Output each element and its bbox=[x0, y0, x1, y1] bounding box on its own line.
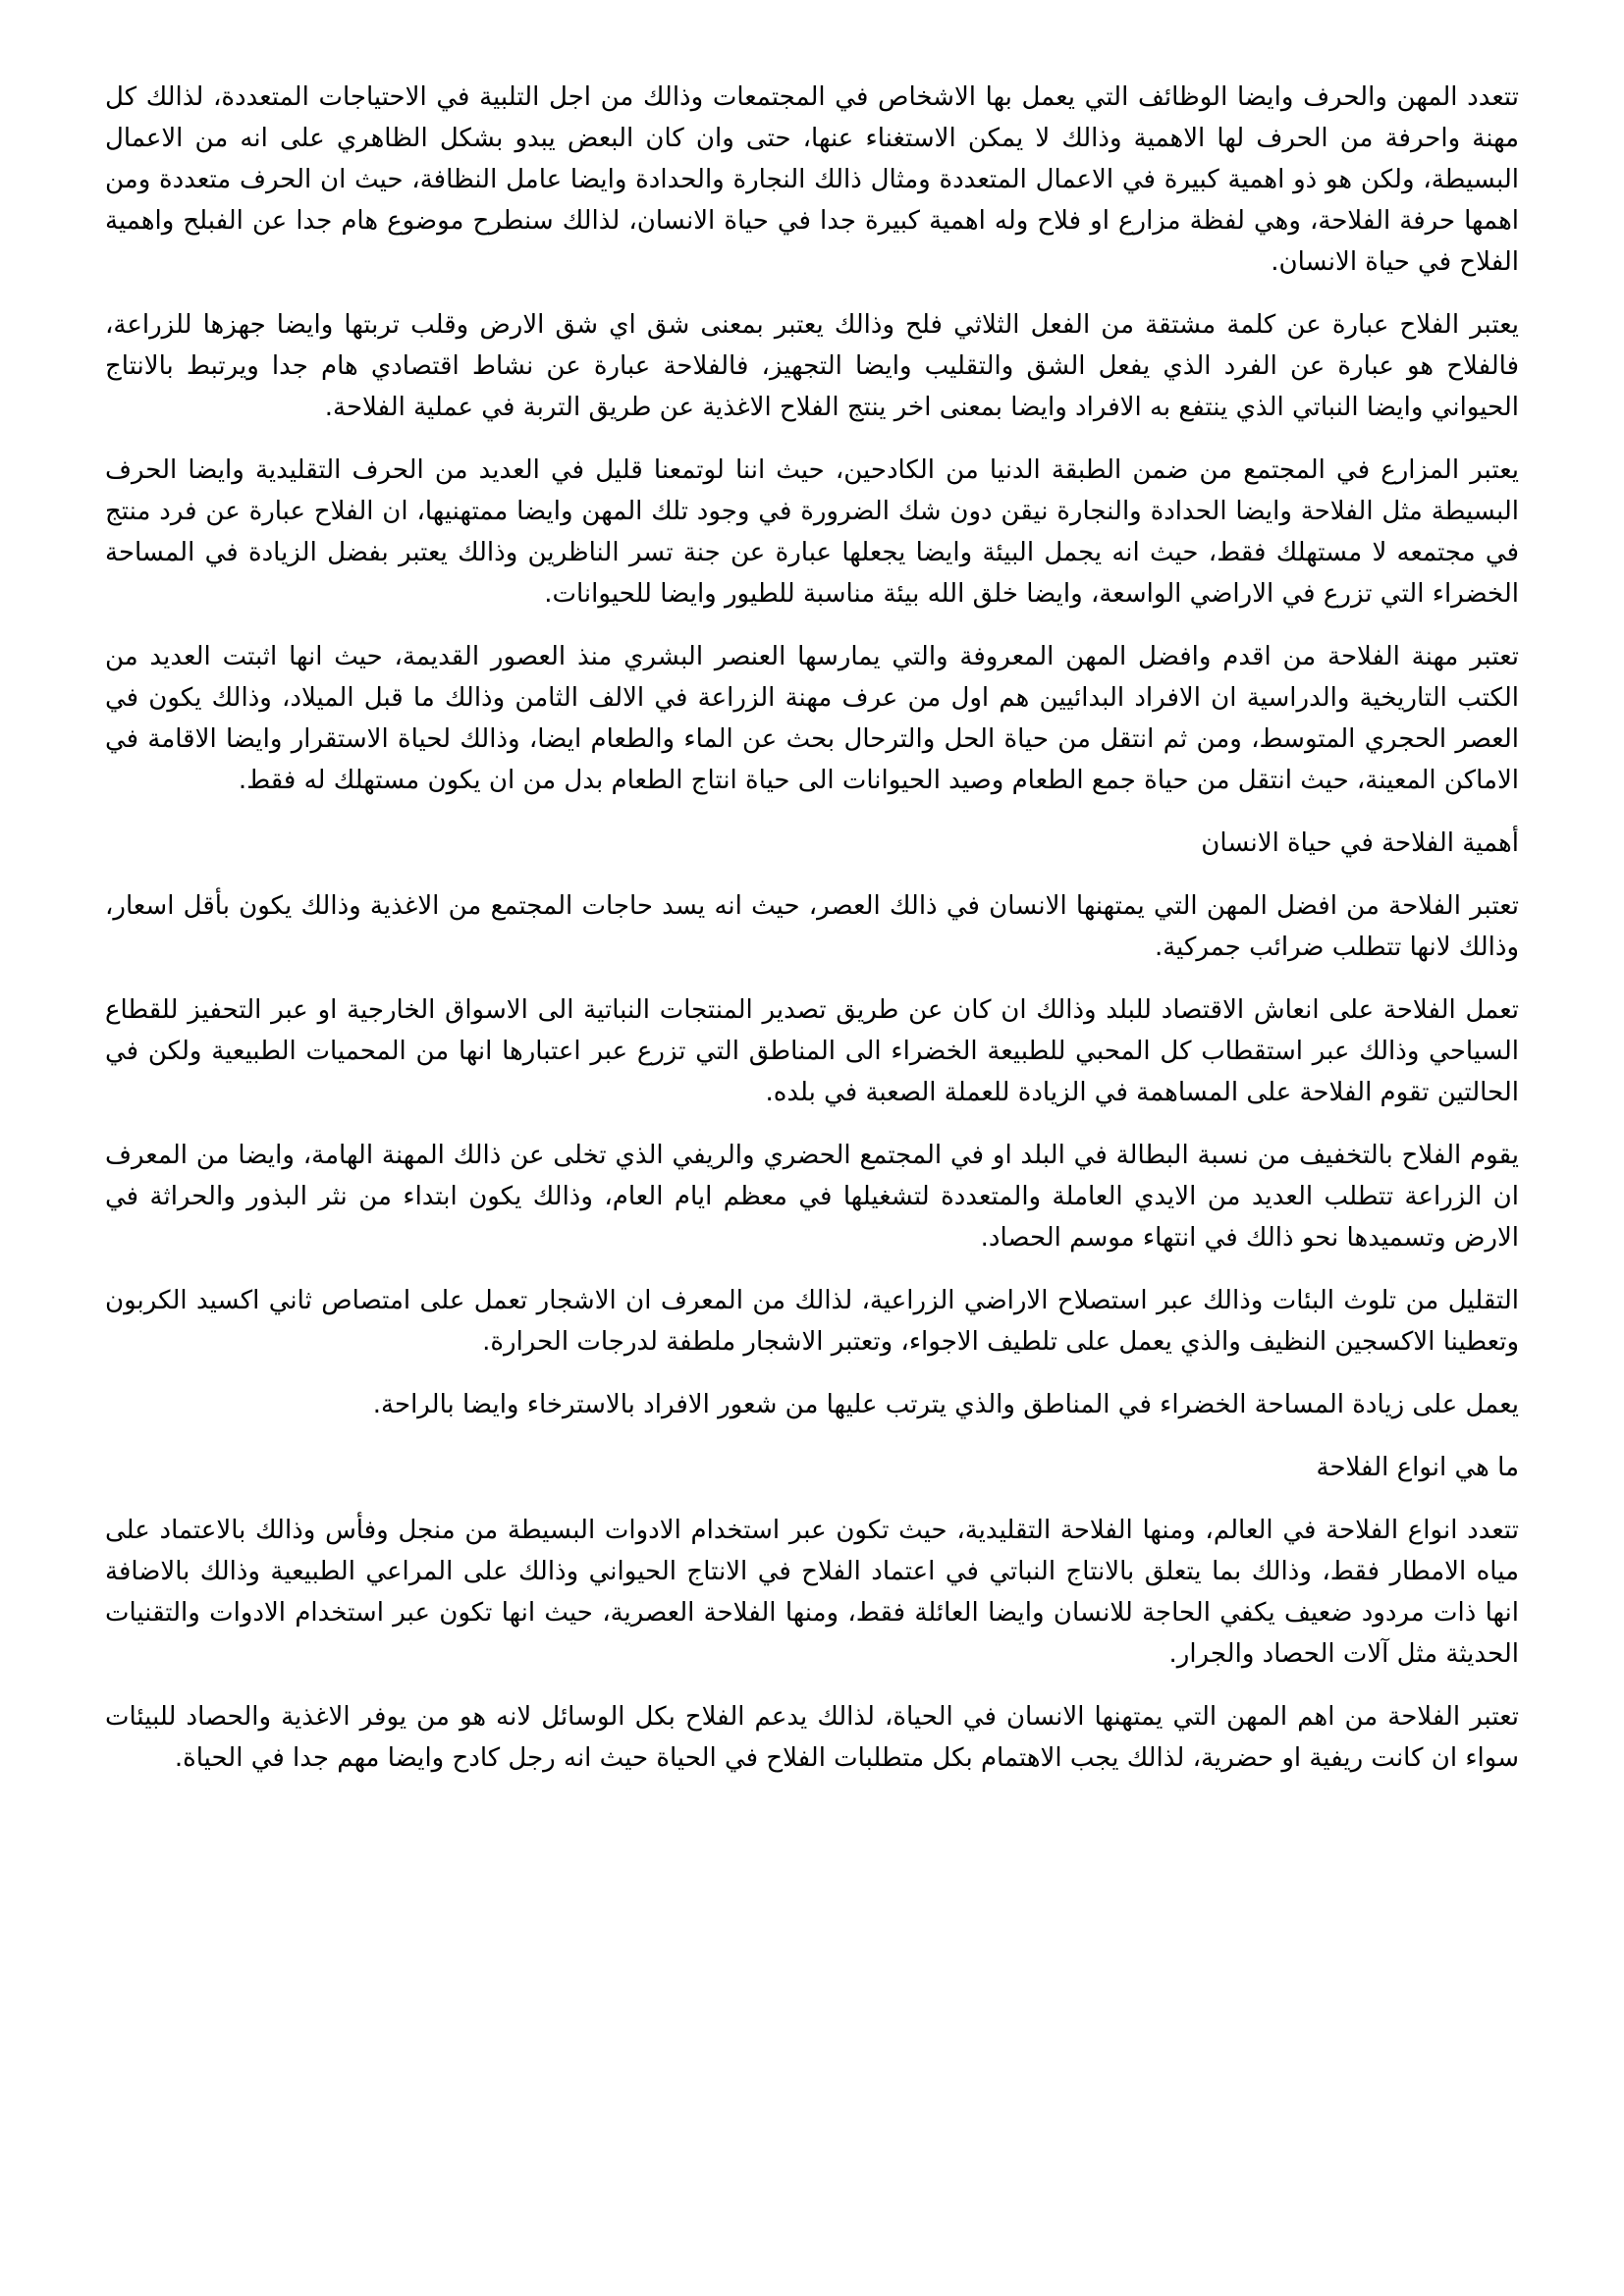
paragraph-farming-history: تعتبر مهنة الفلاحة من اقدم وافضل المهن المعروفة والتي يمارسها العنصر البشري منذ العصور القديمة، حيث انها اثبتت العديد من الكتب التاريخية والدراسية ان الافراد البدائيين هم اول من عرف مهنة الزراعة في الالف الثامن وذالك ما قبل الميلاد، وذالك يكون في العصر الحجري المتوسط، ومن ثم انتقل من حياة الحل والترحال بحث عن الماء والطعام ايضا، وذالك لحياة الاستقرار وايضا الاقامة في الاماكن المعينة، حيث انتقل من حياة جمع الطعام وصيد الحيوانات الى حياة انتاج الطعام بدل من ان يكون مستهلك له فقط. bbox=[105, 642, 1519, 795]
paragraph-farmer-society: يعتبر المزارع في المجتمع من ضمن الطبقة الدنيا من الكادحين، حيث اننا لوتمعنا قليل في العديد من الحرف التقليدية وايضا الحرف البسيطة مثل الفلاحة وايضا الحدادة والنجارة نيقن دون شك الضرورة في وجود تلك المهن وايضا ممتهنيها، ان الفلاح عبارة عن فرد منتج في مجتمعه لا مستهلك فقط، حيث انه يجمل البيئة وايضا يجعلها عبارة عن جنة تسر الناظرين وذالك يعتبر بفضل الزيادة في المساحة الخضراء التي تزرع في الاراضي الواسعة، وايضا خلق الله بيئة مناسبة للطيور وايضا للحيوانات. bbox=[105, 455, 1519, 609]
paragraph-conclusion: تعتبر الفلاحة من اهم المهن التي يمتهنها الانسان في الحياة، لذالك يدعم الفلاح بكل الوسائل لانه هو من يوفر الاغذية والحصاد للبيئات سواء ان كانت ريفية او حضرية، لذالك يجب الاهتمام بكل متطلبات الفلاح في الحياة حيث انه رجل كادح وايضا مهم جدا في الحياة. bbox=[105, 1702, 1519, 1773]
paragraph-importance-unemployment: يقوم الفلاح بالتخفيف من نسبة البطالة في البلد او في المجتمع الحضري والريفي الذي تخلى عن ذالك المهنة الهامة، وايضا من المعرف ان الزراعة تتطلب العديد من الايدي العاملة والمتعددة لتشغيلها في معظم ايام العام، وذالك يكون ابتداء من نثر البذور والحراثة في الارض وتسميدها نحو ذالك في انتهاء موسم الحصاد. bbox=[105, 1141, 1519, 1253]
paragraph-importance-food: تعتبر الفلاحة من افضل المهن التي يمتهنها الانسان في ذالك العصر، حيث انه يسد حاجات المجتمع من الاغذية وذالك يكون بأقل اسعار، وذالك لانها تتطلب ضرائب جمركية. bbox=[105, 891, 1519, 962]
paragraph-importance-pollution: التقليل من تلوث البئات وذالك عبر استصلاح الاراضي الزراعية، لذالك من المعرف ان الاشجار تعمل على امتصاص ثاني اكسيد الكربون وتعطينا الاكسجين النظيف والذي يعمل على تلطيف الاجواء، وتعتبر الاشجار ملطفة لدرجات الحرارة. bbox=[105, 1286, 1519, 1357]
document-body bbox=[105, 77, 1519, 1779]
paragraph-farmer-definition: يعتبر الفلاح عبارة عن كلمة مشتقة من الفعل الثلاثي فلح وذالك يعتبر بمعنى شق اي شق الارض وقلب تربتها وايضا جهزها للزراعة، فالفلاح هو عبارة عن الفرد الذي يفعل الشق والتقليب وايضا التجهيز، فالفلاحة عبارة عن نشاط اقتصادي هام جدا ويرتبط بالانتاج الحيواني وايضا النباتي الذي ينتفع به الافراد وايضا بمعنى اخر ينتج الفلاح الاغذية عن طريق التربة في عملية الفلاحة. bbox=[105, 310, 1519, 422]
paragraph-importance-economy: تعمل الفلاحة على انعاش الاقتصاد للبلد وذالك ان كان عن طريق تصدير المنتجات النباتية الى الاسواق الخارجية او عبر التحفيز للقطاع السياحي وذالك عبر استقطاب كل المحبي للطبيعة الخضراء الى المناطق التي تزرع عبر اعتبارها انها من المحميات الطبيعية ولكن في الحالتين تقوم الفلاحة على المساهمة في الزيادة للعملة الصعبة في بلده. bbox=[105, 995, 1519, 1107]
paragraph-importance-green-space: يعمل على زيادة المساحة الخضراء في المناطق والذي يترتب عليها من شعور الافراد بالاسترخاء وايضا بالراحة. bbox=[372, 1390, 1519, 1419]
section-heading-importance: أهمية الفلاحة في حياة الانسان bbox=[1201, 828, 1519, 858]
paragraph-farming-types: تتعدد انواع الفلاحة في العالم، ومنها الفلاحة التقليدية، حيث تكون عبر استخدام الادوات البسيطة من منجل وفأس وذالك بالاعتماد على مياه الامطار فقط، وذالك بما يتعلق بالانتاج النباتي في اعتماد الفلاح في الانتاج الحيواني وذالك على المراعي الطبيعية وذالك بالاضافة انها ذات مردود ضعيف يكفي الحاجة للانسان وايضا العائلة فقط، ومنها الفلاحة العصرية، حيث انها تكون عبر استخدام الادوات والتقنيات الحديثة مثل آلات الحصاد والجرار. bbox=[105, 1516, 1519, 1669]
section-heading-types: ما هي انواع الفلاحة bbox=[1316, 1453, 1519, 1482]
paragraph-crafts-intro: تتعدد المهن والحرف وايضا الوظائف التي يعمل بها الاشخاص في المجتمعات وذالك من اجل التلبية في الاحتياجات المتعددة، لذالك كل مهنة واحرفة من الحرف لها الاهمية وذالك لا يمكن الاستغناء عنها، حتى وان كان البعض يبدو بشكل الظاهري على انه من الاعمال البسيطة، ولكن هو ذو اهمية كبيرة في الاعمال المتعددة ومثال ذالك النجارة والحدادة وايضا عامل النظافة، حيث ان الحرف متعددة ومن اهمها حرفة الفلاحة، وهي لفظة مزارع او فلاح وله اهمية كبيرة جدا في حياة الانسان، لذالك سنطرح موضوع هام جدا عن الفبلح واهمية الفلاح في حياة الانسان. bbox=[105, 82, 1519, 277]
